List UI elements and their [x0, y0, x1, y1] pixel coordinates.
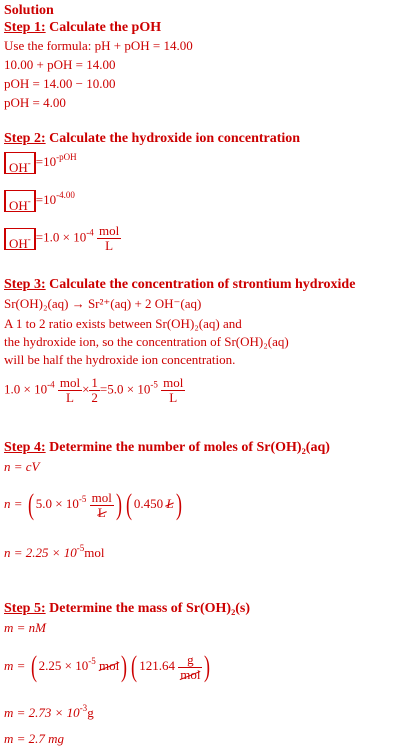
step5-heading: Determine the mass of Sr(OH)₂(s) — [49, 601, 251, 616]
unit-fraction: $\frac{\text{mol}}{L}$ — [59, 375, 81, 405]
hydroxide-bracket: OH- — [4, 228, 36, 250]
step3-line-1: A 1 to 2 ratio exists between Sr(OH)₂(aq) and — [4, 316, 242, 331]
step1-header — [4, 20, 161, 36]
step1-heading: Calculate the pOH — [49, 20, 162, 35]
step5-label: Step 5: — [4, 601, 46, 616]
step1-line-2: 10.00 + pOH = 14.00 — [4, 57, 116, 72]
step5-header — [4, 601, 250, 617]
step3-label: Step 3: — [4, 277, 46, 292]
step2-eq-2: $OH^- =10^{-4.00}$ — [4, 190, 75, 212]
step5-substitution: m = ( $2.25 \times 10^{-5}$ mol) ( 121.64 $\frac{g}{\text{mol}}$ ) — [4, 650, 211, 683]
step4-substitution: n = ( $5.0 \times 10^{-5}$ $\frac{\text{mol}}{L}$ ) ( 0.450 L) — [4, 488, 182, 521]
unit-fraction: $\frac{\text{mol}}{L}$ — [163, 375, 184, 405]
molar-mass-fraction: $\frac{g}{\text{mol}}$ — [180, 651, 201, 682]
solution-title: Solution — [4, 3, 54, 18]
step1-line-4: pOH = 4.00 — [4, 95, 66, 110]
hydroxide-bracket: OH- — [4, 190, 36, 212]
step3-line-2: the hydroxide ion, so the concentration of Sr(OH)₂(aq) — [4, 334, 289, 349]
step4-header — [4, 440, 330, 456]
step2-eq-1: $OH^- =10^{-pOH}$ — [4, 152, 77, 174]
step4-formula: n = cV — [4, 459, 40, 474]
step3-header — [4, 277, 355, 293]
step5-result-2: m = 2.7 mg — [4, 731, 65, 746]
step2-label: Step 2: — [4, 131, 46, 146]
step5-formula: m = nM — [4, 620, 46, 635]
step2-heading: Calculate the hydroxide ion concentration — [49, 131, 301, 146]
step2-header — [4, 131, 300, 147]
hydroxide-bracket: OH- — [4, 152, 36, 174]
unit-fraction: $\frac{\text{mol}}{L}$ — [98, 223, 120, 253]
step3-calculation: $1.0 \times 10^{-4}$ $\frac{\text{mol}}{L}$ × $\frac{1}{2}$ $=5.0 \times 10^{-5}$ $\frac{\text{mol}}{L}$ — [4, 375, 184, 405]
step3-line-3: will be half the hydroxide ion concentration. — [4, 352, 236, 367]
step1-line-3: pOH = 14.00 − 10.00 — [4, 76, 116, 91]
half-fraction: $\frac{1}{2}$ — [91, 375, 98, 405]
step4-label: Step 4: — [4, 440, 46, 455]
step5-result-1: $m = 2.73 \times 10^{-3}g$ — [4, 703, 94, 720]
unit-fraction: $\frac{\text{mol}}{L}$ — [91, 489, 112, 520]
step1-line-1: Use the formula: pH + pOH = 14.00 — [4, 38, 193, 53]
step1-label: Step 1: — [4, 20, 46, 35]
step3-heading: Calculate the concentration of strontium hydroxide — [49, 277, 356, 292]
step3-reaction: Sr(OH)₂(aq) → Sr²⁺(aq) + 2 OH⁻(aq) — [4, 296, 202, 311]
step4-result: $n = 2.25 \times 10^{-5}mol$ — [4, 543, 105, 560]
step4-heading: Determine the number of moles of Sr(OH)₂(aq) — [49, 440, 330, 455]
step2-eq-3: $OH^- =1.0 \times 10^{-4}$ $\frac{\text{mol}}{L}$ — [4, 224, 121, 253]
